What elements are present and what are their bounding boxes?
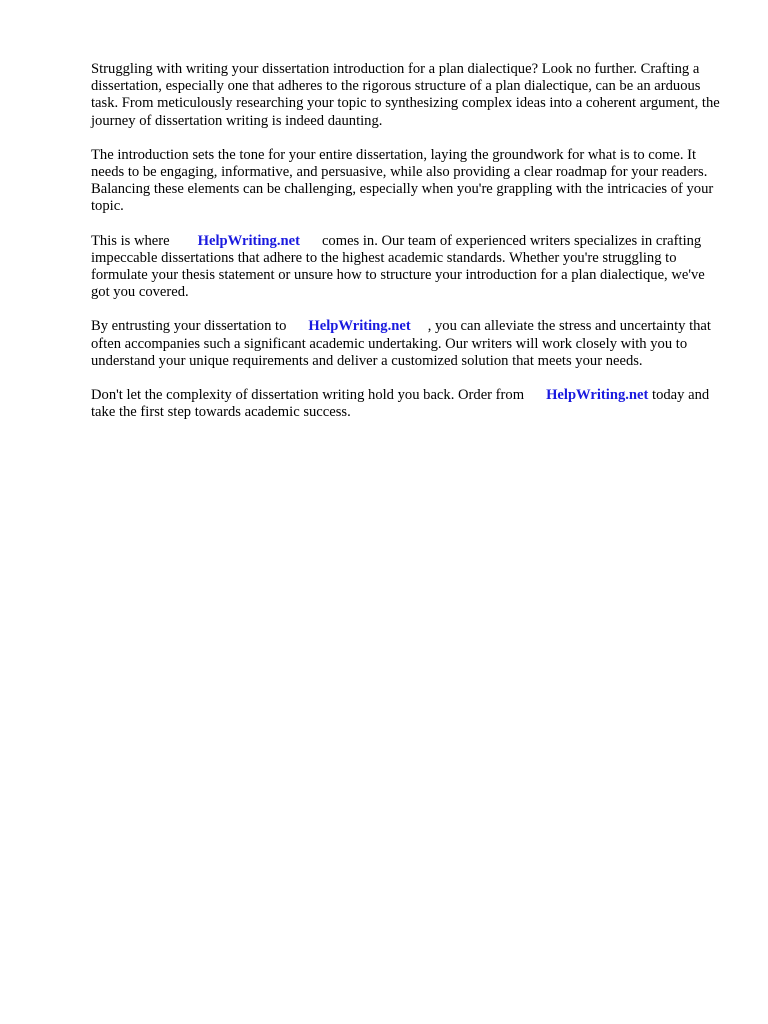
paragraph-text: This is where [91, 232, 170, 249]
helpwriting-link[interactable]: HelpWriting.net [197, 232, 300, 249]
paragraph-text: , you can alleviate the stress and uncertainty that often accompanies such a significant academic undertaking. Our writers will work closely with you to understand your unique requirements and deliver a customized solution that meets your needs. [91, 318, 711, 369]
document-page [91, 61, 727, 438]
paragraph-text: comes in. Our team of experienced writers specializes in crafting impeccable dissertations that adhere to the highest academic standards. Whether you're struggling to formulate your thesis statement or unsure how to structure your introduction for a plan dialectique, we've got you covered. [91, 232, 705, 301]
paragraph-this-is-where [91, 233, 727, 302]
paragraph-call-to-action [91, 387, 727, 421]
paragraph-entrusting [91, 318, 727, 370]
paragraph-text: Don't let the complexity of dissertation writing hold you back. Order from [91, 387, 525, 404]
paragraph-intro: Struggling with writing your dissertation introduction for a plan dialectique? Look no further. Crafting a dissertation, especially one that adheres to the rigorous structure of a plan dialectique, can be an arduous task. From meticulously researching your topic to synthesizing complex ideas into a coherent argument, the journey of dissertation writing is indeed daunting. [91, 61, 720, 129]
paragraph-text: By entrusting your dissertation to [91, 318, 287, 335]
helpwriting-link[interactable]: HelpWriting.net [308, 318, 411, 335]
paragraph-introduction-role: The introduction sets the tone for your entire dissertation, laying the groundwork for what is to come. It needs to be engaging, informative, and persuasive, while also providing a clear roadmap for your readers. Balancing these elements can be challenging, especially when you're grappling with the intricacies of your topic. [91, 146, 714, 215]
helpwriting-link[interactable]: HelpWriting.net [546, 387, 649, 404]
paragraph-text: today and take the first step towards academic success. [91, 387, 710, 421]
